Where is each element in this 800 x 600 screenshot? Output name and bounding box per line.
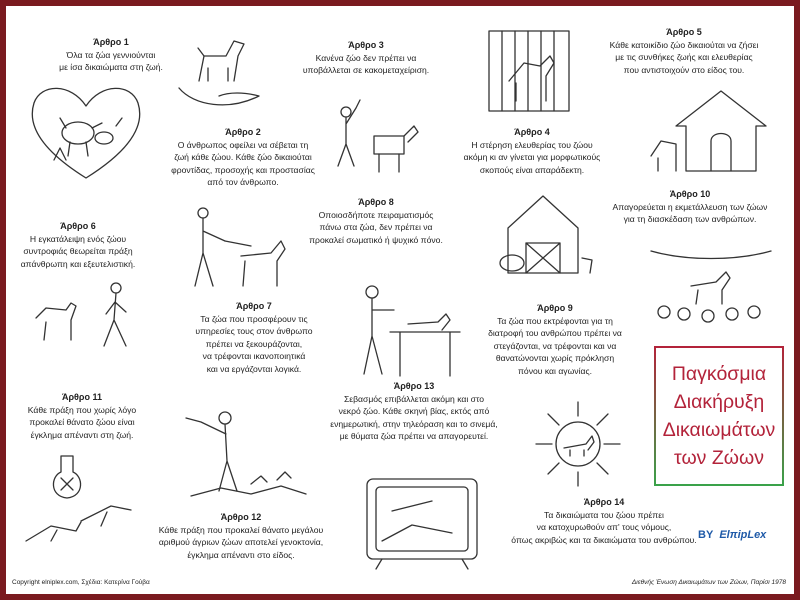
article-line: νεκρό ζώο. Κάθε σκηνή βίας, εκτός από <box>338 406 490 416</box>
article-title: Άρθρο 4 <box>514 127 550 137</box>
article-title: Άρθρο 10 <box>669 189 711 199</box>
article-2 <box>154 126 332 189</box>
source-text: Διεθνής Ένωση Δικαιωμάτων των Ζώων, Παρίσι 1978 <box>631 579 786 586</box>
article-line: στεγάζονται, να τρέφονται και να <box>493 340 617 351</box>
poisoned-dogs-icon <box>21 446 141 556</box>
article-line: Ο άνθρωπος οφείλει να σέβεται τη <box>177 139 309 150</box>
article-line: πόνου και αγωνίας. <box>517 365 592 376</box>
article-line: Κάθε πράξη που προκαλεί θάνατο μεγάλου <box>158 524 324 535</box>
title-frame <box>654 346 784 486</box>
article-line: απάνθρωπη και εξευτελιστική. <box>20 258 136 269</box>
article-line: Τα δικαιώματα του ζώου πρέπει <box>544 509 664 520</box>
article-title: Άρθρο 14 <box>583 497 625 507</box>
article-line: έγκλημα απέναντι στο είδος. <box>187 549 295 560</box>
article-title: Άρθρο 11 <box>61 392 102 402</box>
article-line: σκοπούς είναι απαράδεκτη. <box>479 164 585 175</box>
article-line: να κατοχυρωθούν απ' τους νόμους, <box>536 522 672 532</box>
article-line: Σεβασμός επιβάλλεται ακόμη και στο <box>343 393 485 404</box>
title-frame-right-border <box>782 346 784 486</box>
television-icon <box>362 471 482 571</box>
article-line: προκαλεί σωματικό ή ψυχικό πόνο. <box>309 234 443 245</box>
article-11 <box>12 391 152 441</box>
article-line: να τρέφονται ικανοποιητικά <box>202 351 306 361</box>
article-line: πρέπει να ξεκουράζονται, <box>205 338 303 349</box>
article-line: έγκλημα απέναντι στη ζωή. <box>30 429 134 440</box>
doghouse-icon <box>646 86 776 181</box>
poster-title-line: Δικαιωμάτων <box>662 419 776 441</box>
article-line: φροντίδας, προσοχής και προστασίας <box>171 164 315 175</box>
hand-holding-dog-icon <box>174 26 264 116</box>
article-title: Άρθρο 2 <box>225 127 261 137</box>
title-frame-bottom-border <box>654 484 784 486</box>
article-line: Όλα τα ζώα γεννιούνται <box>66 49 156 60</box>
article-line: αριθμού άγριων ζώων αποτελεί γενοκτονία, <box>158 537 324 547</box>
article-line: με ίσα δικαιώματα στη ζωή. <box>59 62 163 72</box>
poster-sheet <box>6 6 794 594</box>
article-7 <box>164 300 344 375</box>
lab-experiment-icon <box>350 276 470 381</box>
abandoned-dog-icon <box>26 278 146 366</box>
article-line: που αντιστοιχούν στο είδος του. <box>623 64 745 75</box>
article-title: Άρθρο 13 <box>393 381 435 391</box>
article-6 <box>8 220 148 270</box>
poster-title-line: των Ζώων <box>674 447 764 469</box>
brand-by: BY <box>698 529 714 541</box>
title-frame-top-border <box>654 346 784 348</box>
article-9 <box>470 302 640 377</box>
hunter-icon <box>181 406 311 506</box>
article-line: για τη διασκέδαση των ανθρώπων. <box>623 214 757 224</box>
article-line: από τον άνθρωπο. <box>207 177 279 187</box>
article-line: Η εγκατάλειψη ενός ζώου <box>29 233 127 244</box>
heart-animals-icon <box>26 78 146 183</box>
article-14 <box>504 496 704 546</box>
man-beating-donkey-icon <box>324 96 424 181</box>
title-frame-left-border <box>654 346 656 486</box>
article-3 <box>291 39 441 77</box>
article-line: Τα ζώα που εκτρέφονται για τη <box>497 315 613 326</box>
farm-barn-icon <box>488 188 598 283</box>
article-line: συντροφιάς θεωρείται πράξη <box>23 246 133 256</box>
article-line: με τις συνθήκες ζωής και ελευθερίας <box>615 52 753 62</box>
poster-title-line: Παγκόσμια <box>671 363 767 385</box>
article-title: Άρθρο 9 <box>537 303 573 313</box>
article-line: Οποιοσδήποτε πειραματισμός <box>318 209 434 220</box>
article-title: Άρθρο 8 <box>358 197 394 207</box>
article-line: και να εργάζονται λογικά. <box>206 363 302 374</box>
working-dog-icon <box>181 201 291 301</box>
article-8 <box>296 196 456 246</box>
article-1 <box>36 36 186 74</box>
article-12 <box>141 511 341 561</box>
article-line: ενημερωτική, στην τηλεόραση και το σινεμά, <box>330 418 498 429</box>
article-title: Άρθρο 1 <box>93 37 129 47</box>
article-title: Άρθρο 6 <box>60 221 96 231</box>
article-line: πάνω στα ζώα, δεν πρέπει να <box>319 222 433 232</box>
article-line: ακόμη κι αν γίνεται για μορφωτικούς <box>463 152 601 162</box>
article-line: Τα ζώα που προσφέρουν τις <box>200 313 308 324</box>
caged-animal-icon <box>484 21 574 116</box>
circus-audience-icon <box>646 246 776 326</box>
article-title: Άρθρο 12 <box>220 512 262 522</box>
article-line: Κάθε κατοικίδιο ζώο δικαιούται να ζήσει <box>609 39 759 50</box>
brand-name: ElπipLex <box>719 529 767 541</box>
article-line: διατροφή του ανθρώπου πρέπει να <box>488 328 622 338</box>
article-line: όπως ακριβώς και τα δικαιώματα του ανθρώπου. <box>511 534 697 545</box>
sun-animal-icon <box>528 398 628 490</box>
article-5 <box>589 26 779 76</box>
article-title: Άρθρο 5 <box>666 27 702 37</box>
article-line: θανατώνονται χωρίς πρόκληση <box>495 353 615 363</box>
article-line: με θύματα ζώα πρέπει να απαγορευτεί. <box>339 431 489 441</box>
article-line: Κανένα ζώο δεν πρέπει να <box>315 52 417 63</box>
article-10 <box>596 188 784 226</box>
copyright-text: Copyright elniplex.com, Σχέδια: Κατερίνα Γούβα <box>12 579 150 586</box>
article-line: υπηρεσίες τους στον άνθρωπο <box>195 326 313 336</box>
poster-title <box>658 360 780 472</box>
article-title: Άρθρο 7 <box>236 301 272 311</box>
article-line: Η στέρηση ελευθερίας του ζώου <box>471 139 593 150</box>
poster-title-line: Διακήρυξη <box>673 391 765 413</box>
article-line: Απαγορεύεται η εκμετάλλευση των ζώων <box>612 201 768 212</box>
article-line: ζωή κάθε ζώου. Κάθε ζώο δικαιούται <box>174 152 312 162</box>
brand-logo <box>698 529 766 541</box>
article-title: Άρθρο 3 <box>348 40 384 50</box>
article-4 <box>448 126 616 176</box>
article-13 <box>314 380 514 443</box>
article-line: υποβάλλεται σε κακομεταχείριση. <box>302 65 430 75</box>
article-line: προκαλεί θάνατο ζώου είναι <box>29 417 135 427</box>
article-line: Κάθε πράξη που χωρίς λόγο <box>27 404 137 415</box>
